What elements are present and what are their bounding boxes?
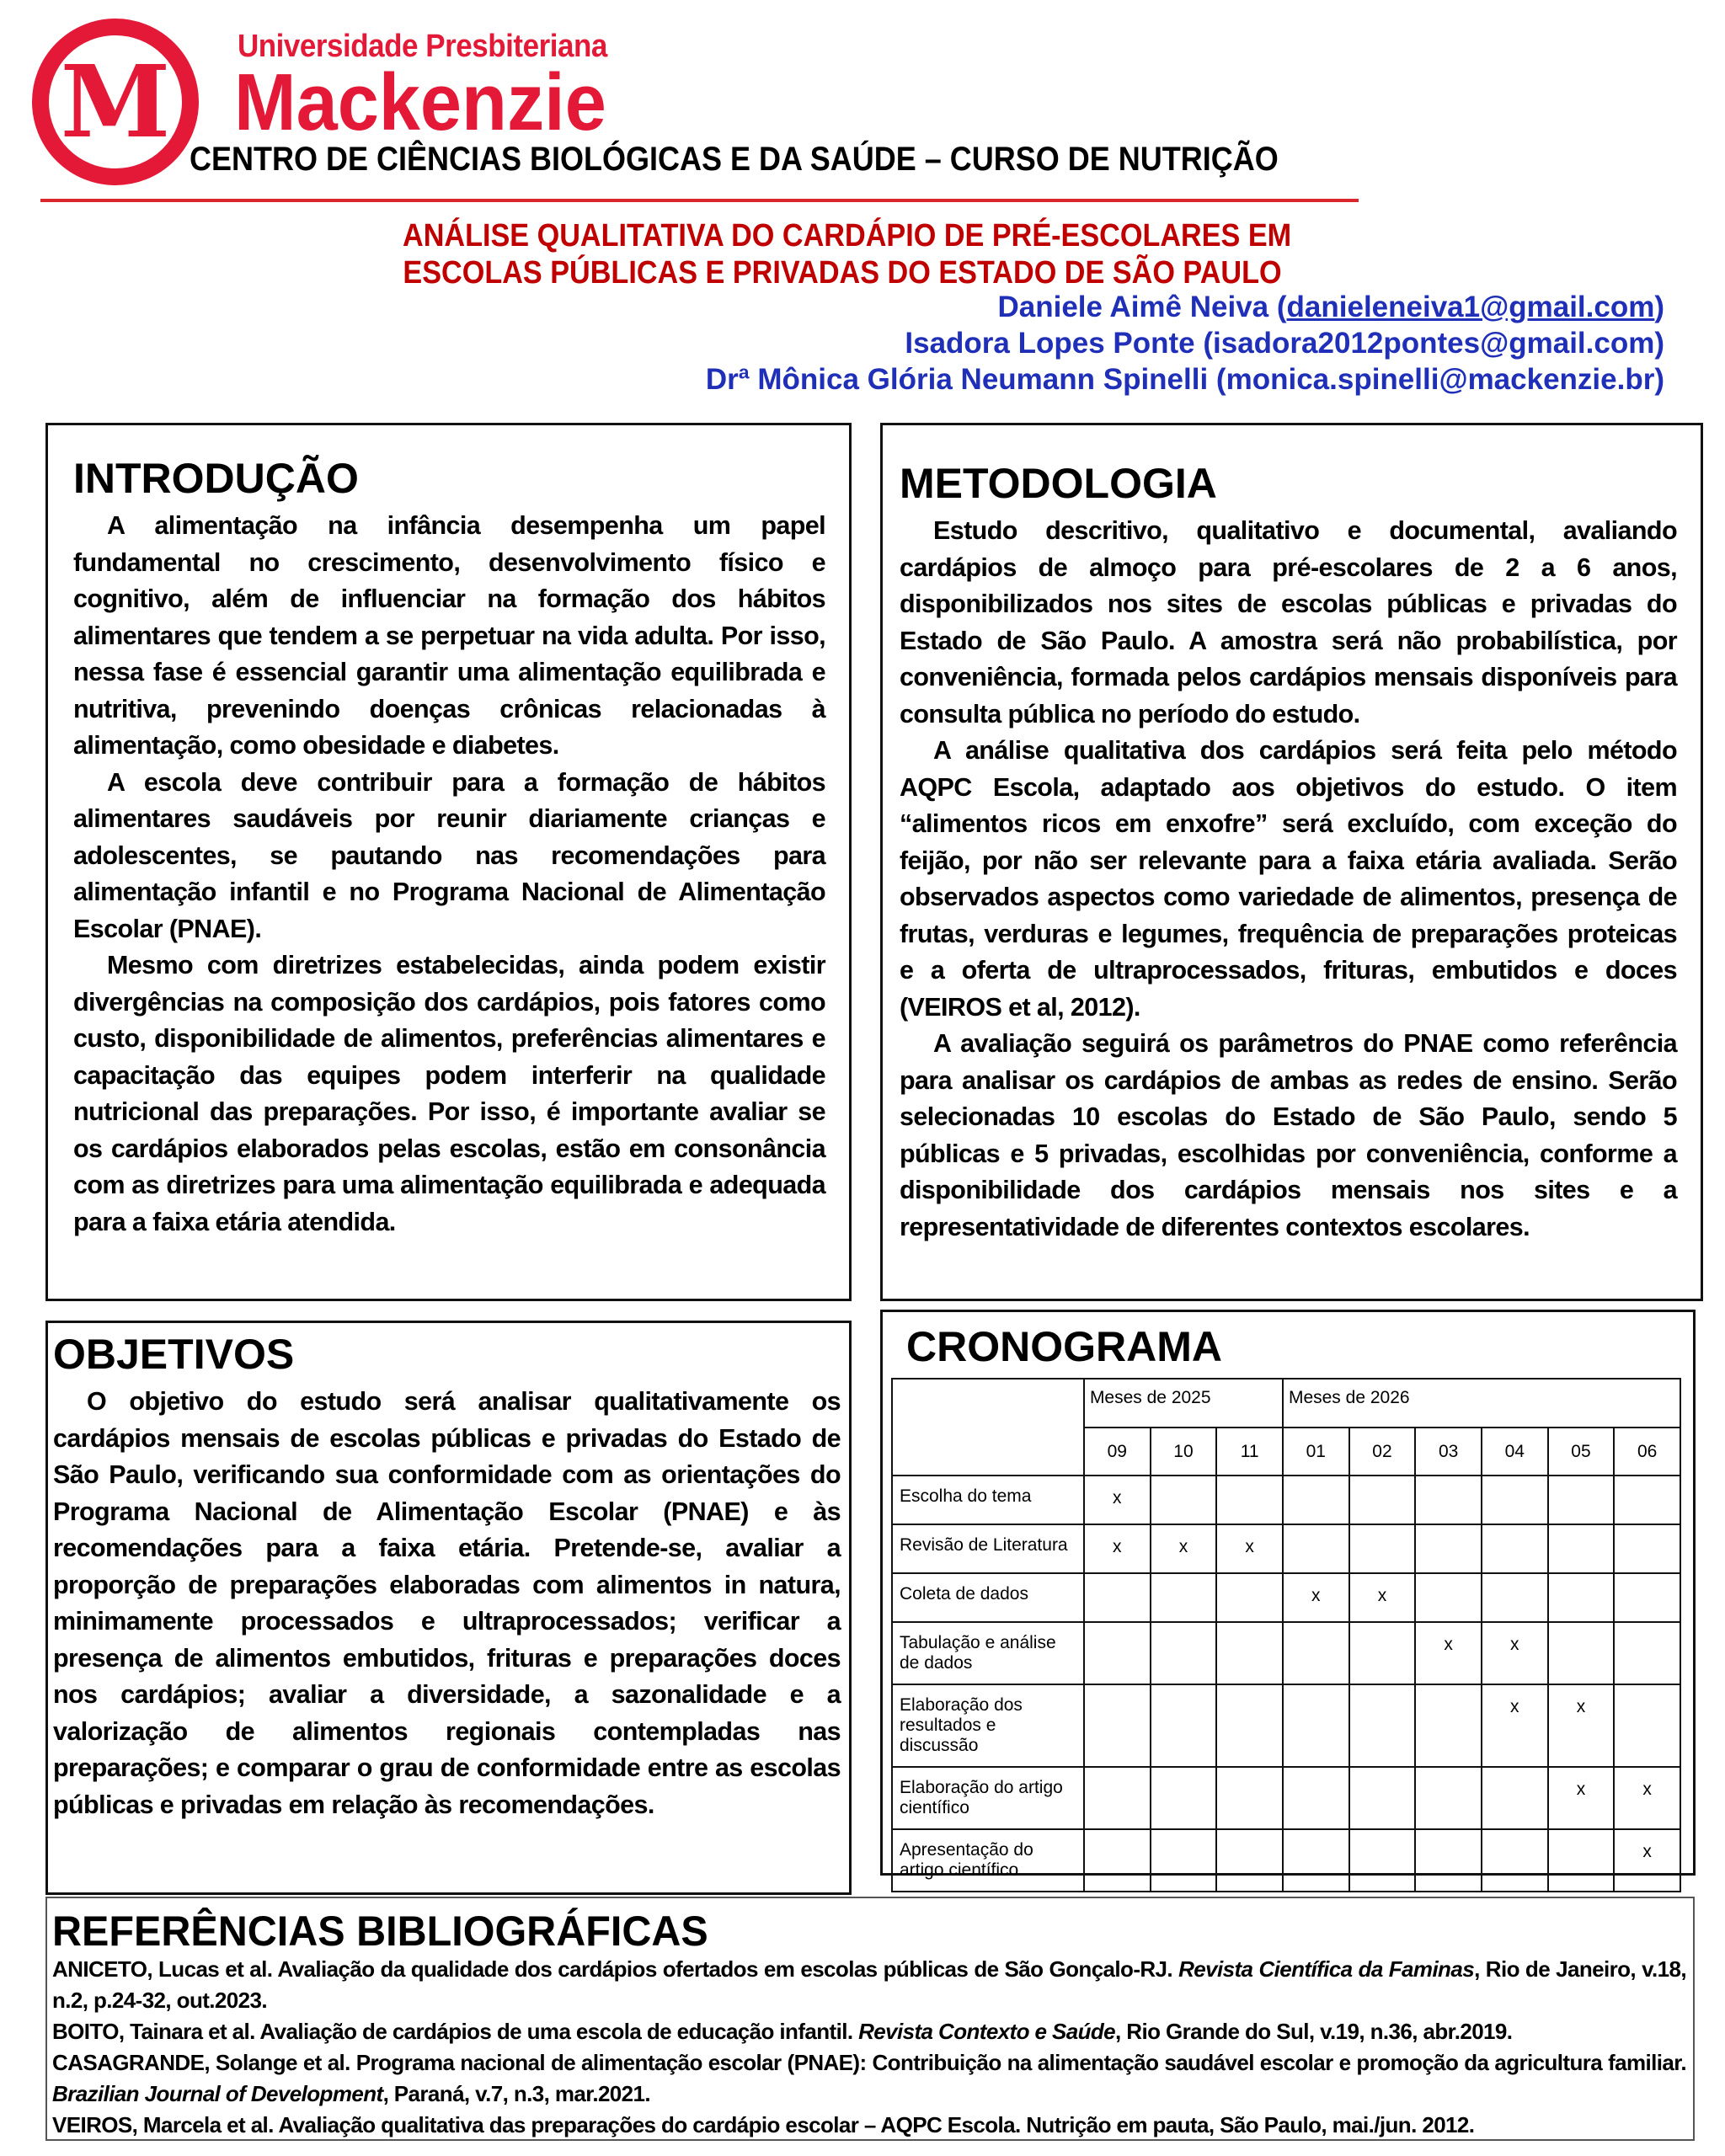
schedule-cell bbox=[1482, 1829, 1548, 1892]
schedule-cell bbox=[1216, 1573, 1283, 1622]
activity-label: Coleta de dados bbox=[892, 1573, 1084, 1622]
metodologia-paragraph: A avaliação seguirá os parâmetros do PNAE como referência para analisar os cardápios de ambas as redes de ensino. Serão selecionadas 10 escolas do Estado de São Paulo, sendo 5 públicas e 5 privadas, escolhidas por conveniência, conforme a disponibilidade dos cardápios mensais nos sites e a representatividade de diferentes contextos escolares. bbox=[900, 1029, 1677, 1241]
introducao-paragraph: A alimentação na infância desempenha um papel fundamental no crescimento, desenvolvimento físico e cognitivo, além de influenciar na formação dos hábitos alimentares que tendem a se perpetuar na vida adulta. Por isso, nessa fase é essencial garantir uma alimentação equilibrada e nutritiva, prevenindo doenças crônicas relacionadas à alimentação, como obesidade e diabetes. bbox=[73, 511, 825, 760]
schedule-cell: x bbox=[1283, 1573, 1349, 1622]
schedule-cell bbox=[1614, 1524, 1680, 1573]
schedule-cell bbox=[1151, 1476, 1217, 1524]
cronograma-section bbox=[880, 1310, 1696, 1880]
schedule-cell: x bbox=[1151, 1524, 1217, 1573]
author-list bbox=[706, 289, 1664, 398]
schedule-cell: x bbox=[1614, 1767, 1680, 1829]
activity-header-empty bbox=[892, 1379, 1084, 1476]
schedule-cell: x bbox=[1482, 1684, 1548, 1767]
reference-item: BOITO, Tainara et al. Avaliação de cardápios de uma escola de educação infantil. Revista Contexto e Saúde, Rio Grande do Sul, v.19, n.36, abr.2019. bbox=[52, 2019, 1513, 2044]
month-header: 09 bbox=[1084, 1428, 1151, 1476]
schedule-cell bbox=[1084, 1573, 1151, 1622]
schedule-cell: x bbox=[1548, 1767, 1615, 1829]
schedule-row bbox=[892, 1684, 1680, 1767]
schedule-cell bbox=[1349, 1476, 1416, 1524]
schedule-cell bbox=[1283, 1684, 1349, 1767]
schedule-cell bbox=[1151, 1767, 1217, 1829]
activity-label: Escolha do tema bbox=[892, 1476, 1084, 1524]
introducao-heading: INTRODUÇÃO bbox=[73, 455, 359, 502]
schedule-cell: x bbox=[1084, 1476, 1151, 1524]
introducao-paragraph: A escola deve contribuir para a formação de hábitos alimentares saudáveis por reunir diariamente crianças e adolescentes, se pautando nas recomendações para alimentação infantil e no Programa Nacional de Alimentação Escolar (PNAE). bbox=[73, 767, 825, 943]
schedule-cell bbox=[1415, 1767, 1482, 1829]
schedule-cell bbox=[1349, 1622, 1416, 1684]
mackenzie-logo-icon bbox=[32, 19, 199, 185]
schedule-cell bbox=[1151, 1829, 1217, 1892]
author-3-email: monica.spinelli@mackenzie.br bbox=[1226, 363, 1655, 396]
schedule-cell bbox=[1084, 1829, 1151, 1892]
introducao-paragraph: Mesmo com diretrizes estabelecidas, ainda podem existir divergências na composição dos cardápios, pois fatores como custo, disponibilidade de alimentos, preferências alimentares e capacitação das equipes podem interferir na qualidade nutricional das preparações. Por isso, é importante avaliar se os cardápios elaborados pelas escolas, estão em consonância com as diretrizes para uma alimentação equilibrada e adequada para a faixa etária atendida. bbox=[73, 951, 825, 1236]
activity-label: Elaboração dos resultados e discussão bbox=[892, 1684, 1084, 1767]
schedule-cell bbox=[1151, 1684, 1217, 1767]
schedule-cell: x bbox=[1349, 1573, 1416, 1622]
schedule-cell bbox=[1415, 1476, 1482, 1524]
schedule-row bbox=[892, 1573, 1680, 1622]
schedule-cell bbox=[1614, 1476, 1680, 1524]
metodologia-paragraph: Estudo descritivo, qualitativo e documental, avaliando cardápios de almoço para pré-escolares de 2 a 6 anos, disponibilizados nos sites de escolas públicas e privadas do Estado de São Paulo. A amostra será não probabilística, por conveniência, formada pelos cardápios mensais disponíveis para consulta pública no período do estudo. bbox=[900, 516, 1677, 728]
schedule-cell bbox=[1415, 1829, 1482, 1892]
schedule-row bbox=[892, 1524, 1680, 1573]
activity-label: Tabulação e análise de dados bbox=[892, 1622, 1084, 1684]
logo-letter: M bbox=[60, 43, 171, 160]
schedule-cell bbox=[1482, 1767, 1548, 1829]
objetivos-heading: OBJETIVOS bbox=[53, 1331, 295, 1378]
author-3: Drª Mônica Glória Neumann Spinelli (monica.spinelli@mackenzie.br) bbox=[705, 363, 1664, 396]
schedule-cell bbox=[1151, 1573, 1217, 1622]
month-header: 06 bbox=[1614, 1428, 1680, 1476]
year-header-2025: Meses de 2025 bbox=[1084, 1379, 1283, 1428]
schedule-cell bbox=[1548, 1476, 1615, 1524]
objetivos-paragraph: O objetivo do estudo será analisar qualitativamente os cardápios mensais de escolas públicas e privadas do Estado de São Paulo, verificando sua conformidade com as orientações do Programa Nacional de Alimentação Escolar (PNAE) e às recomendações para a faixa etária. Pretende-se, avaliar a proporção de preparações elaboradas com alimentos in natura, minimamente processados e ultraprocessados; verificar a presença de alimentos embutidos, frituras e preparações doces nos cardápios; avaliar a diversidade, a sazonalidade e a valorização de alimentos regionais contempladas nas preparações; e comparar o grau de conformidade entre as escolas públicas e privadas em relação às recomendações. bbox=[53, 1387, 841, 1819]
schedule-cell: x bbox=[1216, 1524, 1283, 1573]
schedule-cell: x bbox=[1548, 1684, 1615, 1767]
month-header: 11 bbox=[1216, 1428, 1283, 1476]
schedule-cell bbox=[1482, 1573, 1548, 1622]
metodologia-heading: METODOLOGIA bbox=[900, 460, 1217, 507]
schedule-cell bbox=[1084, 1684, 1151, 1767]
header-divider bbox=[40, 199, 1359, 202]
author-2-email: isadora2012pontes@gmail.com bbox=[1213, 327, 1655, 360]
title-line-2: ESCOLAS PÚBLICAS E PRIVADAS DO ESTADO DE SÃO PAULO bbox=[403, 255, 1282, 291]
schedule-cell bbox=[1482, 1524, 1548, 1573]
schedule-row bbox=[892, 1829, 1680, 1892]
schedule-cell bbox=[1548, 1622, 1615, 1684]
month-header: 05 bbox=[1548, 1428, 1615, 1476]
schedule-cell bbox=[1415, 1524, 1482, 1573]
schedule-row bbox=[892, 1476, 1680, 1524]
activity-label: Apresentação do artigo científico bbox=[892, 1829, 1084, 1892]
schedule-cell bbox=[1482, 1476, 1548, 1524]
metodologia-section bbox=[880, 423, 1703, 1301]
schedule-cell bbox=[1349, 1684, 1416, 1767]
schedule-cell: x bbox=[1415, 1622, 1482, 1684]
objetivos-section bbox=[45, 1321, 852, 1895]
author-1-email-link[interactable]: danieleneiva1@gmail.com bbox=[1286, 291, 1655, 323]
author-2: Isadora Lopes Ponte (isadora2012pontes@gmail.com) bbox=[905, 327, 1664, 360]
schedule-table bbox=[891, 1378, 1681, 1892]
month-header: 03 bbox=[1415, 1428, 1482, 1476]
month-header: 10 bbox=[1151, 1428, 1217, 1476]
university-line: Universidade Presbiteriana bbox=[238, 29, 607, 64]
schedule-cell bbox=[1283, 1622, 1349, 1684]
reference-item: CASAGRANDE, Solange et al. Programa nacional de alimentação escolar (PNAE): Contribuição na alimentação saudável escolar e promoção da agricultura familiar. Brazilian Journal of Development, Paraná, v.7, n.3, mar.2021. bbox=[52, 2050, 1686, 2106]
metodologia-paragraph: A análise qualitativa dos cardápios será feita pelo método AQPC Escola, adaptado aos objetivos do estudo. O item “alimentos ricos em enxofre” será excluído, com exceção do feijão, por não ser relevante para a faixa etária avaliada. Serão observados aspectos como variedade de alimentos, presença de frutas, verduras e legumes, frequência de preparações proteicas e a oferta de ultraprocessados, frituras, embutidos e doces (VEIROS et al, 2012). bbox=[900, 736, 1677, 1022]
poster-title bbox=[354, 217, 1331, 291]
schedule-row bbox=[892, 1622, 1680, 1684]
schedule-cell bbox=[1614, 1622, 1680, 1684]
schedule-cell bbox=[1216, 1829, 1283, 1892]
reference-item: VEIROS, Marcela et al. Avaliação qualitativa das preparações do cardápio escolar – AQPC Escola. Nutrição em pauta, São Paulo, mai./jun. 2012. bbox=[52, 2112, 1475, 2137]
cronograma-heading: CRONOGRAMA bbox=[906, 1323, 1222, 1370]
schedule-cell bbox=[1548, 1573, 1615, 1622]
referencias-section bbox=[45, 1897, 1695, 2141]
schedule-cell bbox=[1216, 1684, 1283, 1767]
schedule-cell bbox=[1349, 1829, 1416, 1892]
schedule-cell bbox=[1216, 1476, 1283, 1524]
referencias-heading: REFERÊNCIAS BIBLIOGRÁFICAS bbox=[52, 1908, 708, 1955]
month-header: 01 bbox=[1283, 1428, 1349, 1476]
schedule-cell bbox=[1548, 1829, 1615, 1892]
schedule-cell: x bbox=[1614, 1829, 1680, 1892]
author-1: Daniele Aimê Neiva (danieleneiva1@gmail.com) bbox=[997, 291, 1664, 323]
year-header-2026: Meses de 2026 bbox=[1283, 1379, 1680, 1428]
activity-label: Revisão de Literatura bbox=[892, 1524, 1084, 1573]
schedule-cell bbox=[1216, 1622, 1283, 1684]
schedule-cell bbox=[1614, 1684, 1680, 1767]
schedule-cell bbox=[1084, 1622, 1151, 1684]
schedule-cell bbox=[1349, 1767, 1416, 1829]
schedule-cell bbox=[1614, 1573, 1680, 1622]
month-header: 04 bbox=[1482, 1428, 1548, 1476]
schedule-cell bbox=[1283, 1767, 1349, 1829]
schedule-cell bbox=[1415, 1684, 1482, 1767]
schedule-cell: x bbox=[1084, 1524, 1151, 1573]
activity-label: Elaboração do artigo científico bbox=[892, 1767, 1084, 1829]
center-course-line: CENTRO DE CIÊNCIAS BIOLÓGICAS E DA SAÚDE – CURSO DE NUTRIÇÃO bbox=[190, 141, 1279, 178]
schedule-cell bbox=[1415, 1573, 1482, 1622]
schedule-row bbox=[892, 1767, 1680, 1829]
reference-item: ANICETO, Lucas et al. Avaliação da qualidade dos cardápios ofertados em escolas públicas de São Gonçalo-RJ. Revista Científica da Faminas, Rio de Janeiro, v.18, n.2, p.24-32, out.2023. bbox=[52, 1956, 1687, 2013]
schedule-cell: x bbox=[1482, 1622, 1548, 1684]
title-line-1: ANÁLISE QUALITATIVA DO CARDÁPIO DE PRÉ-ESCOLARES EM bbox=[403, 218, 1292, 253]
schedule-cell bbox=[1151, 1622, 1217, 1684]
university-name: Mackenzie bbox=[234, 57, 606, 147]
introducao-section bbox=[45, 423, 852, 1301]
schedule-cell bbox=[1216, 1767, 1283, 1829]
schedule-cell bbox=[1283, 1829, 1349, 1892]
month-header: 02 bbox=[1349, 1428, 1416, 1476]
schedule-cell bbox=[1283, 1476, 1349, 1524]
schedule-cell bbox=[1084, 1767, 1151, 1829]
schedule-cell bbox=[1283, 1524, 1349, 1573]
schedule-cell bbox=[1548, 1524, 1615, 1573]
schedule-cell bbox=[1349, 1524, 1416, 1573]
